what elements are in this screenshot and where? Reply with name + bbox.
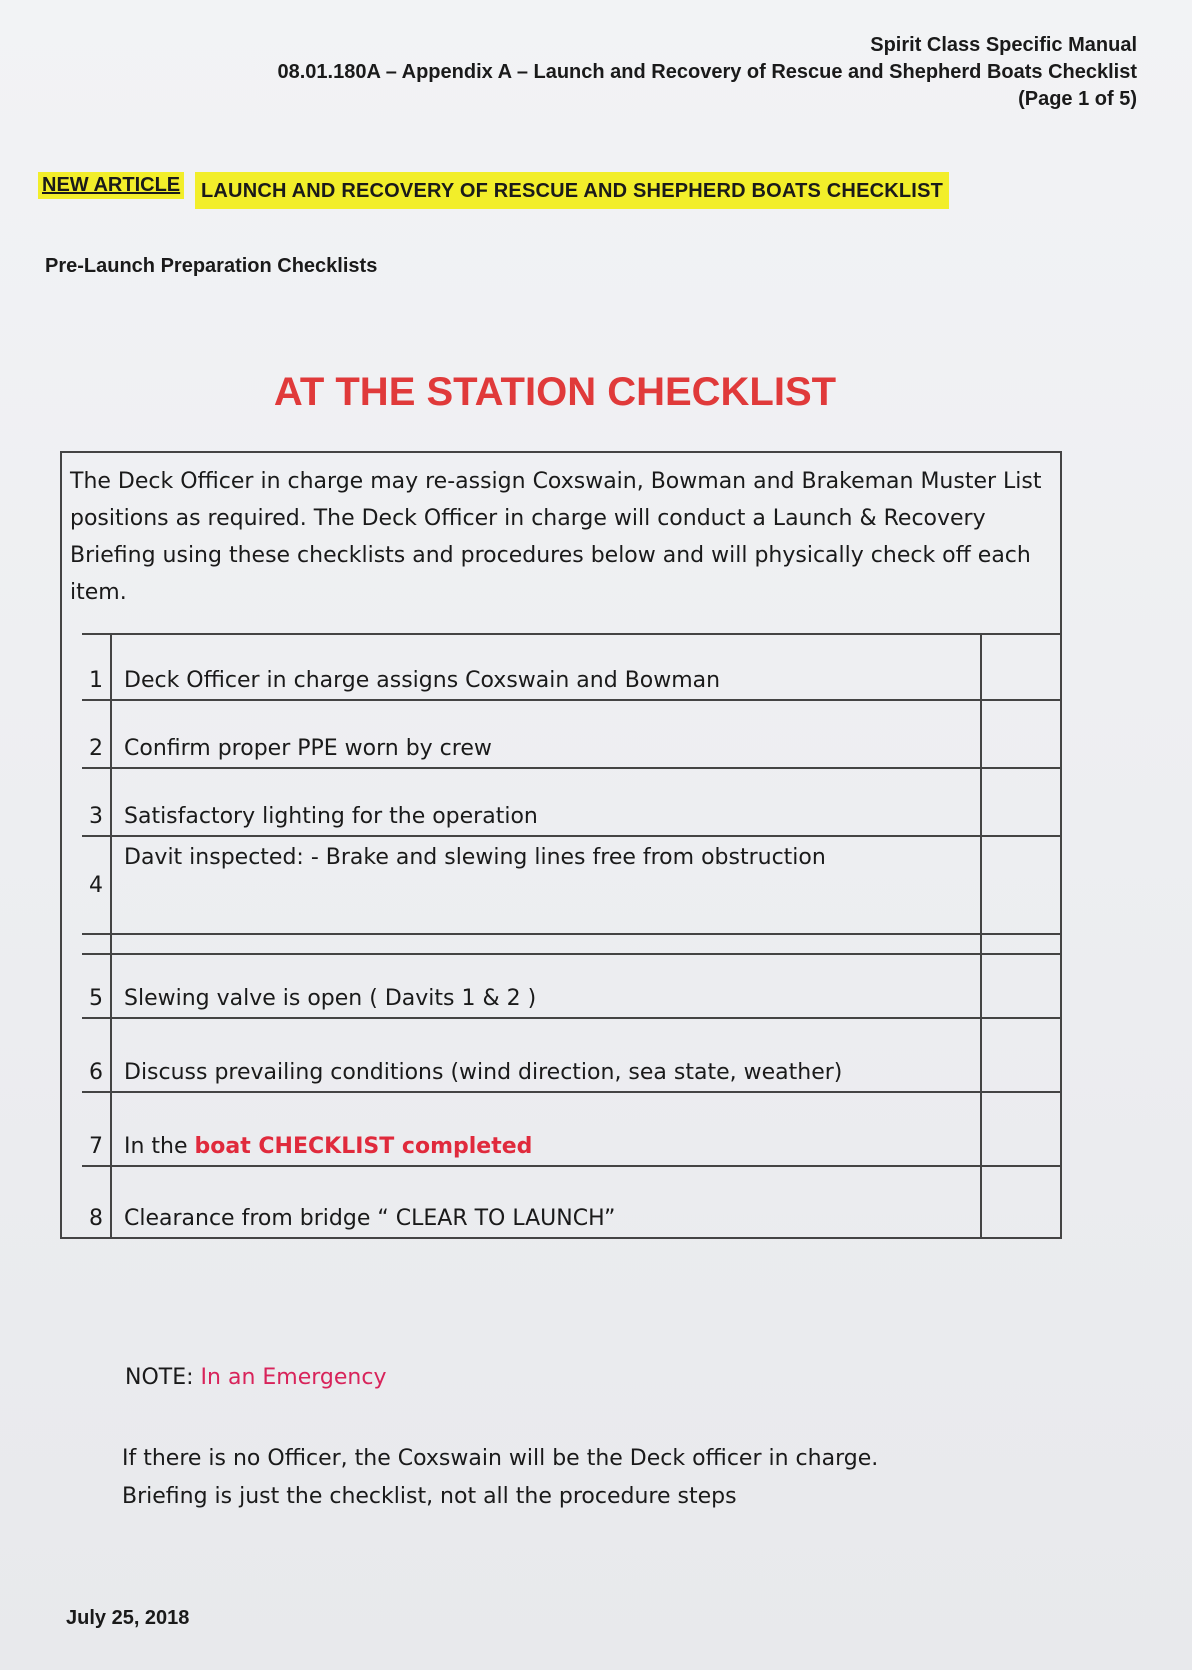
check-box[interactable] — [982, 1167, 1060, 1237]
item-text: Davit inspected: - Brake and slewing lines free from obstruction — [112, 837, 982, 933]
note-label: NOTE: — [125, 1365, 201, 1390]
item-text-prefix: In the — [124, 1134, 195, 1159]
checklist-intro: The Deck Officer in charge may re-assign Coxswain, Bowman and Brakeman Muster List positions as required. The Deck Officer in charge will conduct a Launch & Recovery Briefing using these checklists and procedures below and will physically check off each item. — [70, 469, 1042, 605]
checklist-row — [82, 1093, 1060, 1167]
note-emphasis: In an Emergency — [200, 1365, 387, 1390]
checklist-row — [82, 837, 1060, 935]
manual-name: Spirit Class Specific Manual — [870, 34, 1137, 56]
checklist-table — [60, 451, 1062, 1239]
note — [125, 1365, 386, 1390]
note-line-1: If there is no Officer, the Coxswain will be the Deck officer in charge. — [122, 1446, 879, 1471]
checklist-row — [82, 1167, 1060, 1237]
item-text — [112, 1093, 982, 1165]
check-box[interactable] — [982, 837, 1060, 933]
item-number: 1 — [82, 635, 112, 699]
check-box[interactable] — [982, 955, 1060, 1017]
item-number: 8 — [82, 1167, 112, 1237]
item-text: Satisfactory lighting for the operation — [112, 769, 982, 835]
item-number: 2 — [82, 701, 112, 767]
check-box[interactable] — [982, 769, 1060, 835]
check-box[interactable] — [982, 1093, 1060, 1165]
item-number: 7 — [82, 1093, 112, 1165]
document-title: LAUNCH AND RECOVERY OF RESCUE AND SHEPHERD BOATS CHECKLIST — [195, 172, 949, 209]
item-number: 3 — [82, 769, 112, 835]
item-text: Confirm proper PPE worn by crew — [112, 701, 982, 767]
new-article-label: NEW ARTICLE — [38, 172, 184, 199]
page-number: (Page 1 of 5) — [1018, 88, 1137, 110]
item-text: Slewing valve is open ( Davits 1 & 2 ) — [112, 955, 982, 1017]
checklist-row — [82, 1019, 1060, 1093]
section-heading: Pre-Launch Preparation Checklists — [45, 255, 378, 277]
document-header — [277, 32, 1137, 113]
checklist-row — [82, 701, 1060, 769]
item-number: 4 — [82, 837, 112, 933]
item-number: 6 — [82, 1019, 112, 1091]
item-text: Deck Officer in charge assigns Coxswain and Bowman — [112, 635, 982, 699]
checklist-row — [82, 769, 1060, 837]
document-date: July 25, 2018 — [66, 1607, 190, 1629]
note-line-2: Briefing is just the checklist, not all the procedure steps — [122, 1484, 737, 1509]
checklist-title: AT THE STATION CHECKLIST — [273, 370, 837, 414]
item-number: 5 — [82, 955, 112, 1017]
check-box[interactable] — [982, 1019, 1060, 1091]
checklist-rows — [82, 633, 1060, 1237]
check-box[interactable] — [982, 701, 1060, 767]
note-body — [122, 1440, 878, 1516]
item-text: Clearance from bridge “ CLEAR TO LAUNCH” — [112, 1167, 982, 1237]
item-text-highlight: boat CHECKLIST completed — [194, 1134, 533, 1159]
checklist-spacer-row — [82, 935, 1060, 955]
item-text: Discuss prevailing conditions (wind direction, sea state, weather) — [112, 1019, 982, 1091]
checklist-row — [82, 635, 1060, 701]
checklist-row — [82, 955, 1060, 1019]
document-id: 08.01.180A – Appendix A – Launch and Recovery of Rescue and Shepherd Boats Checklist — [277, 61, 1137, 83]
check-box[interactable] — [982, 635, 1060, 699]
